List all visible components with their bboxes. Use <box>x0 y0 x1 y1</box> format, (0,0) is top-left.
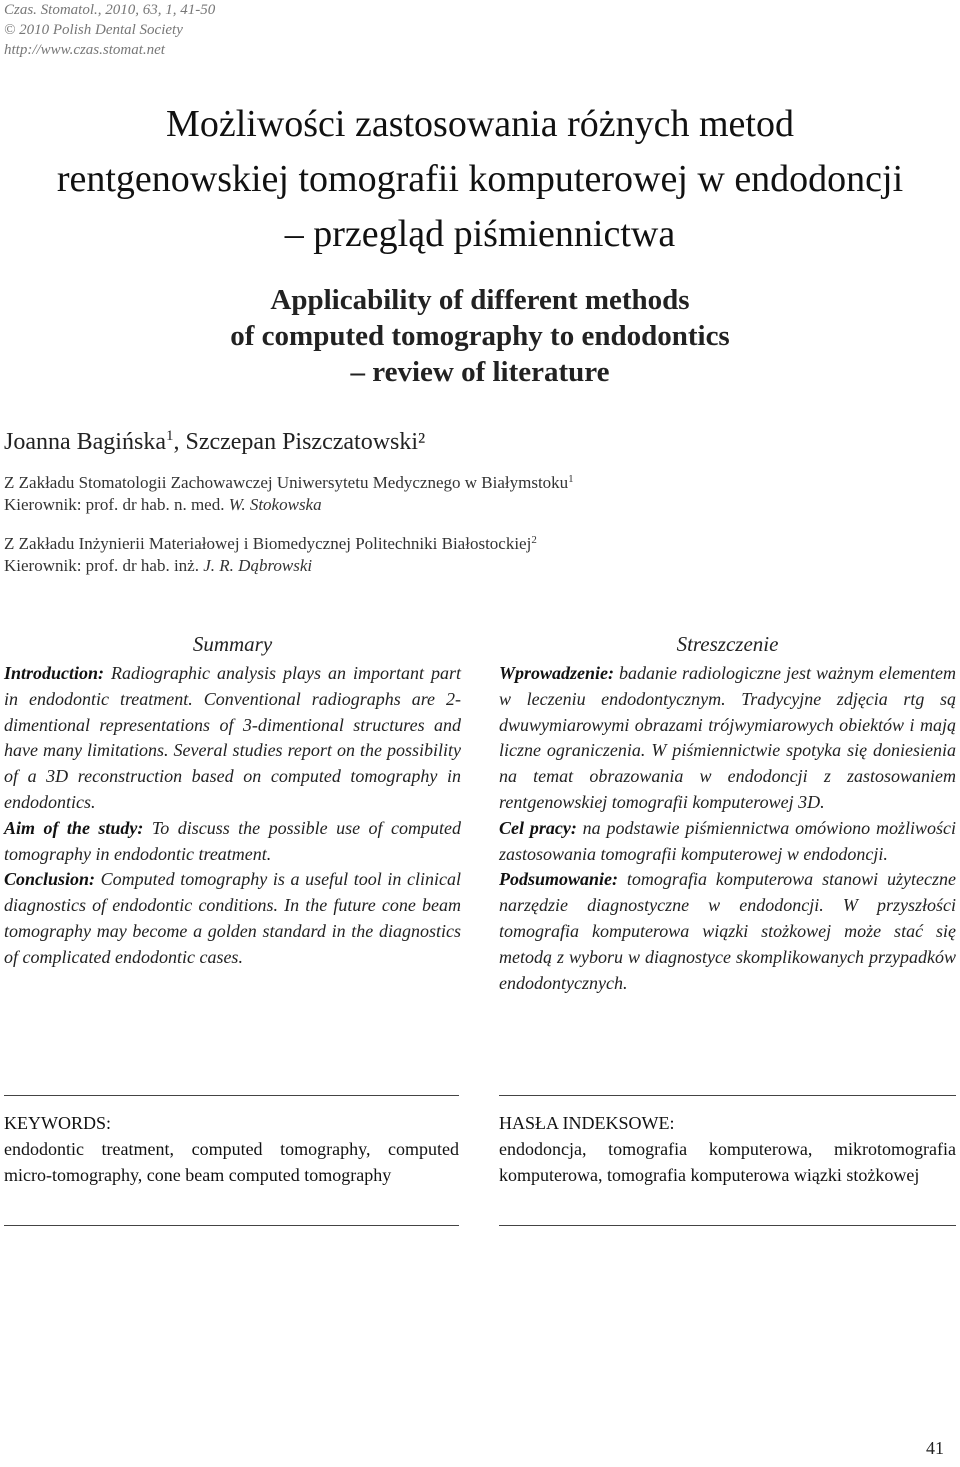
keywords-block <box>4 1110 459 1188</box>
summary-conclusion: Conclusion: Computed tomography is a useful tool in clinical diagnostics of endodontic conditions. In the future cone beam tomography may become a golden standard in the diagnostics of complicated endodontic cases. <box>4 869 461 967</box>
journal-copyright: © 2010 Polish Dental Society <box>4 22 183 38</box>
title-english <box>0 282 960 390</box>
summary-aim: Aim of the study: To discuss the possible use of computed tomography in endodontic treatment. <box>4 817 461 864</box>
affiliation-2: Z Zakładu Inżynierii Materiałowej i Biomedycznej Politechniki Białostockiej$^2$ <box>4 534 537 553</box>
streszczenie-introduction-label: Wprowadzenie: <box>499 663 615 683</box>
summary-introduction: Introduction: Radiographic analysis plays an important part in endodontic treatment. Conventional radiographs are 2-dimentional representations of 3-dimentional structures and have many limitations. Several studies report on the possibility of a 3D reconstruction based on computed tomography in endodontics. <box>4 663 461 812</box>
hasla-top-rule <box>499 1095 956 1096</box>
streszczenie-conclusion: Podsumowanie: tomografia komputerowa stanowi użyteczne narzędzie diagnostyczne w endodoncji. W przyszłości tomografia komputerowa wiązki stożkowej może stać się metodą z wyboru w diagnostyce skomplikowanych przypadków endodontycznych. <box>499 869 956 993</box>
keywords-text: endodontic treatment, computed tomography, computed micro-tomography, cone beam computed tomography <box>4 1139 459 1185</box>
author-2: Szczepan Piszczatowski² <box>185 429 426 455</box>
keywords-top-rule <box>4 1095 459 1096</box>
streszczenie-conclusion-label: Podsumowanie: <box>499 869 619 890</box>
streszczenie-heading: Streszczenie <box>676 632 779 656</box>
hasla-bottom-rule <box>499 1225 956 1226</box>
summary-aim-label: Aim of the study: <box>4 817 144 838</box>
hasla-block <box>499 1110 956 1188</box>
affiliation-1-head: Kierownik: prof. dr hab. n. med. W. Stokowska <box>4 495 322 514</box>
authors <box>4 420 425 458</box>
title-english-line-2: of computed tomography to endodontics <box>230 320 730 352</box>
affiliation-2-mark: 2 <box>531 534 537 546</box>
affiliation-1-head-name: W. Stokowska <box>228 495 322 514</box>
title-english-line-3: – review of literature <box>350 356 610 388</box>
title-polish <box>0 97 960 262</box>
keywords-bottom-rule <box>4 1225 459 1226</box>
hasla-heading: HASŁA INDEKSOWE: <box>499 1113 675 1133</box>
streszczenie-column <box>499 629 956 996</box>
title-english-line-1: Applicability of different methods <box>270 284 690 316</box>
journal-header <box>4 0 215 60</box>
affiliation-2-head: Kierownik: prof. dr hab. inż. J. R. Dąbrowski <box>4 556 313 575</box>
author-1-affiliation-mark: 1 <box>165 428 174 444</box>
affiliation-1: Z Zakładu Stomatologii Zachowawczej Uniwersytetu Medycznego w Białymstoku$^1$ <box>4 473 574 492</box>
affiliation-2-head-name: J. R. Dąbrowski <box>203 556 313 575</box>
hasla-text: endodoncja, tomografia komputerowa, mikrotomografia komputerowa, tomografia komputerowa wiązki stożkowej <box>499 1139 956 1185</box>
journal-citation: Czas. Stomatol., 2010, 63, 1, 41-50 <box>4 2 216 18</box>
title-polish-line-1: Możliwości zastosowania różnych metod <box>166 103 794 145</box>
summary-heading: Summary <box>192 632 273 656</box>
keywords-heading: KEYWORDS: <box>4 1113 111 1133</box>
author-separator: , <box>173 429 186 455</box>
title-polish-line-2: rentgenowskiej tomografii komputerowej w endodoncji <box>56 158 904 200</box>
page-number: 41 <box>926 1438 944 1458</box>
summary-conclusion-label: Conclusion: <box>4 869 96 890</box>
journal-url: http://www.czas.stomat.net <box>4 42 165 58</box>
title-polish-line-3: – przegląd piśmiennictwa <box>284 213 676 255</box>
author-1: Joanna Bagińska <box>4 429 166 455</box>
summary-column <box>4 629 461 971</box>
streszczenie-introduction: Wprowadzenie: badanie radiologiczne jest ważnym elementem w leczeniu endodontycznym. Tradycyjne zdjęcia rtg są dwuwymiarowymi obrazami trójwymiarowych obiektów i mają liczne ograniczenia. W piśmiennictwie spotyka się doniesienia na temat obrazowania w endodoncji z zastosowaniem rentgenowskiej tomografii komputerowej 3D. <box>499 663 956 812</box>
summary-introduction-label: Introduction: <box>4 663 105 683</box>
streszczenie-aim-label: Cel pracy: <box>499 817 577 838</box>
affiliation-1-mark: 1 <box>568 473 574 485</box>
streszczenie-aim: Cel pracy: na podstawie piśmiennictwa omówiono możliwości zastosowania tomografii komputerowej w endodoncji. <box>499 817 956 864</box>
